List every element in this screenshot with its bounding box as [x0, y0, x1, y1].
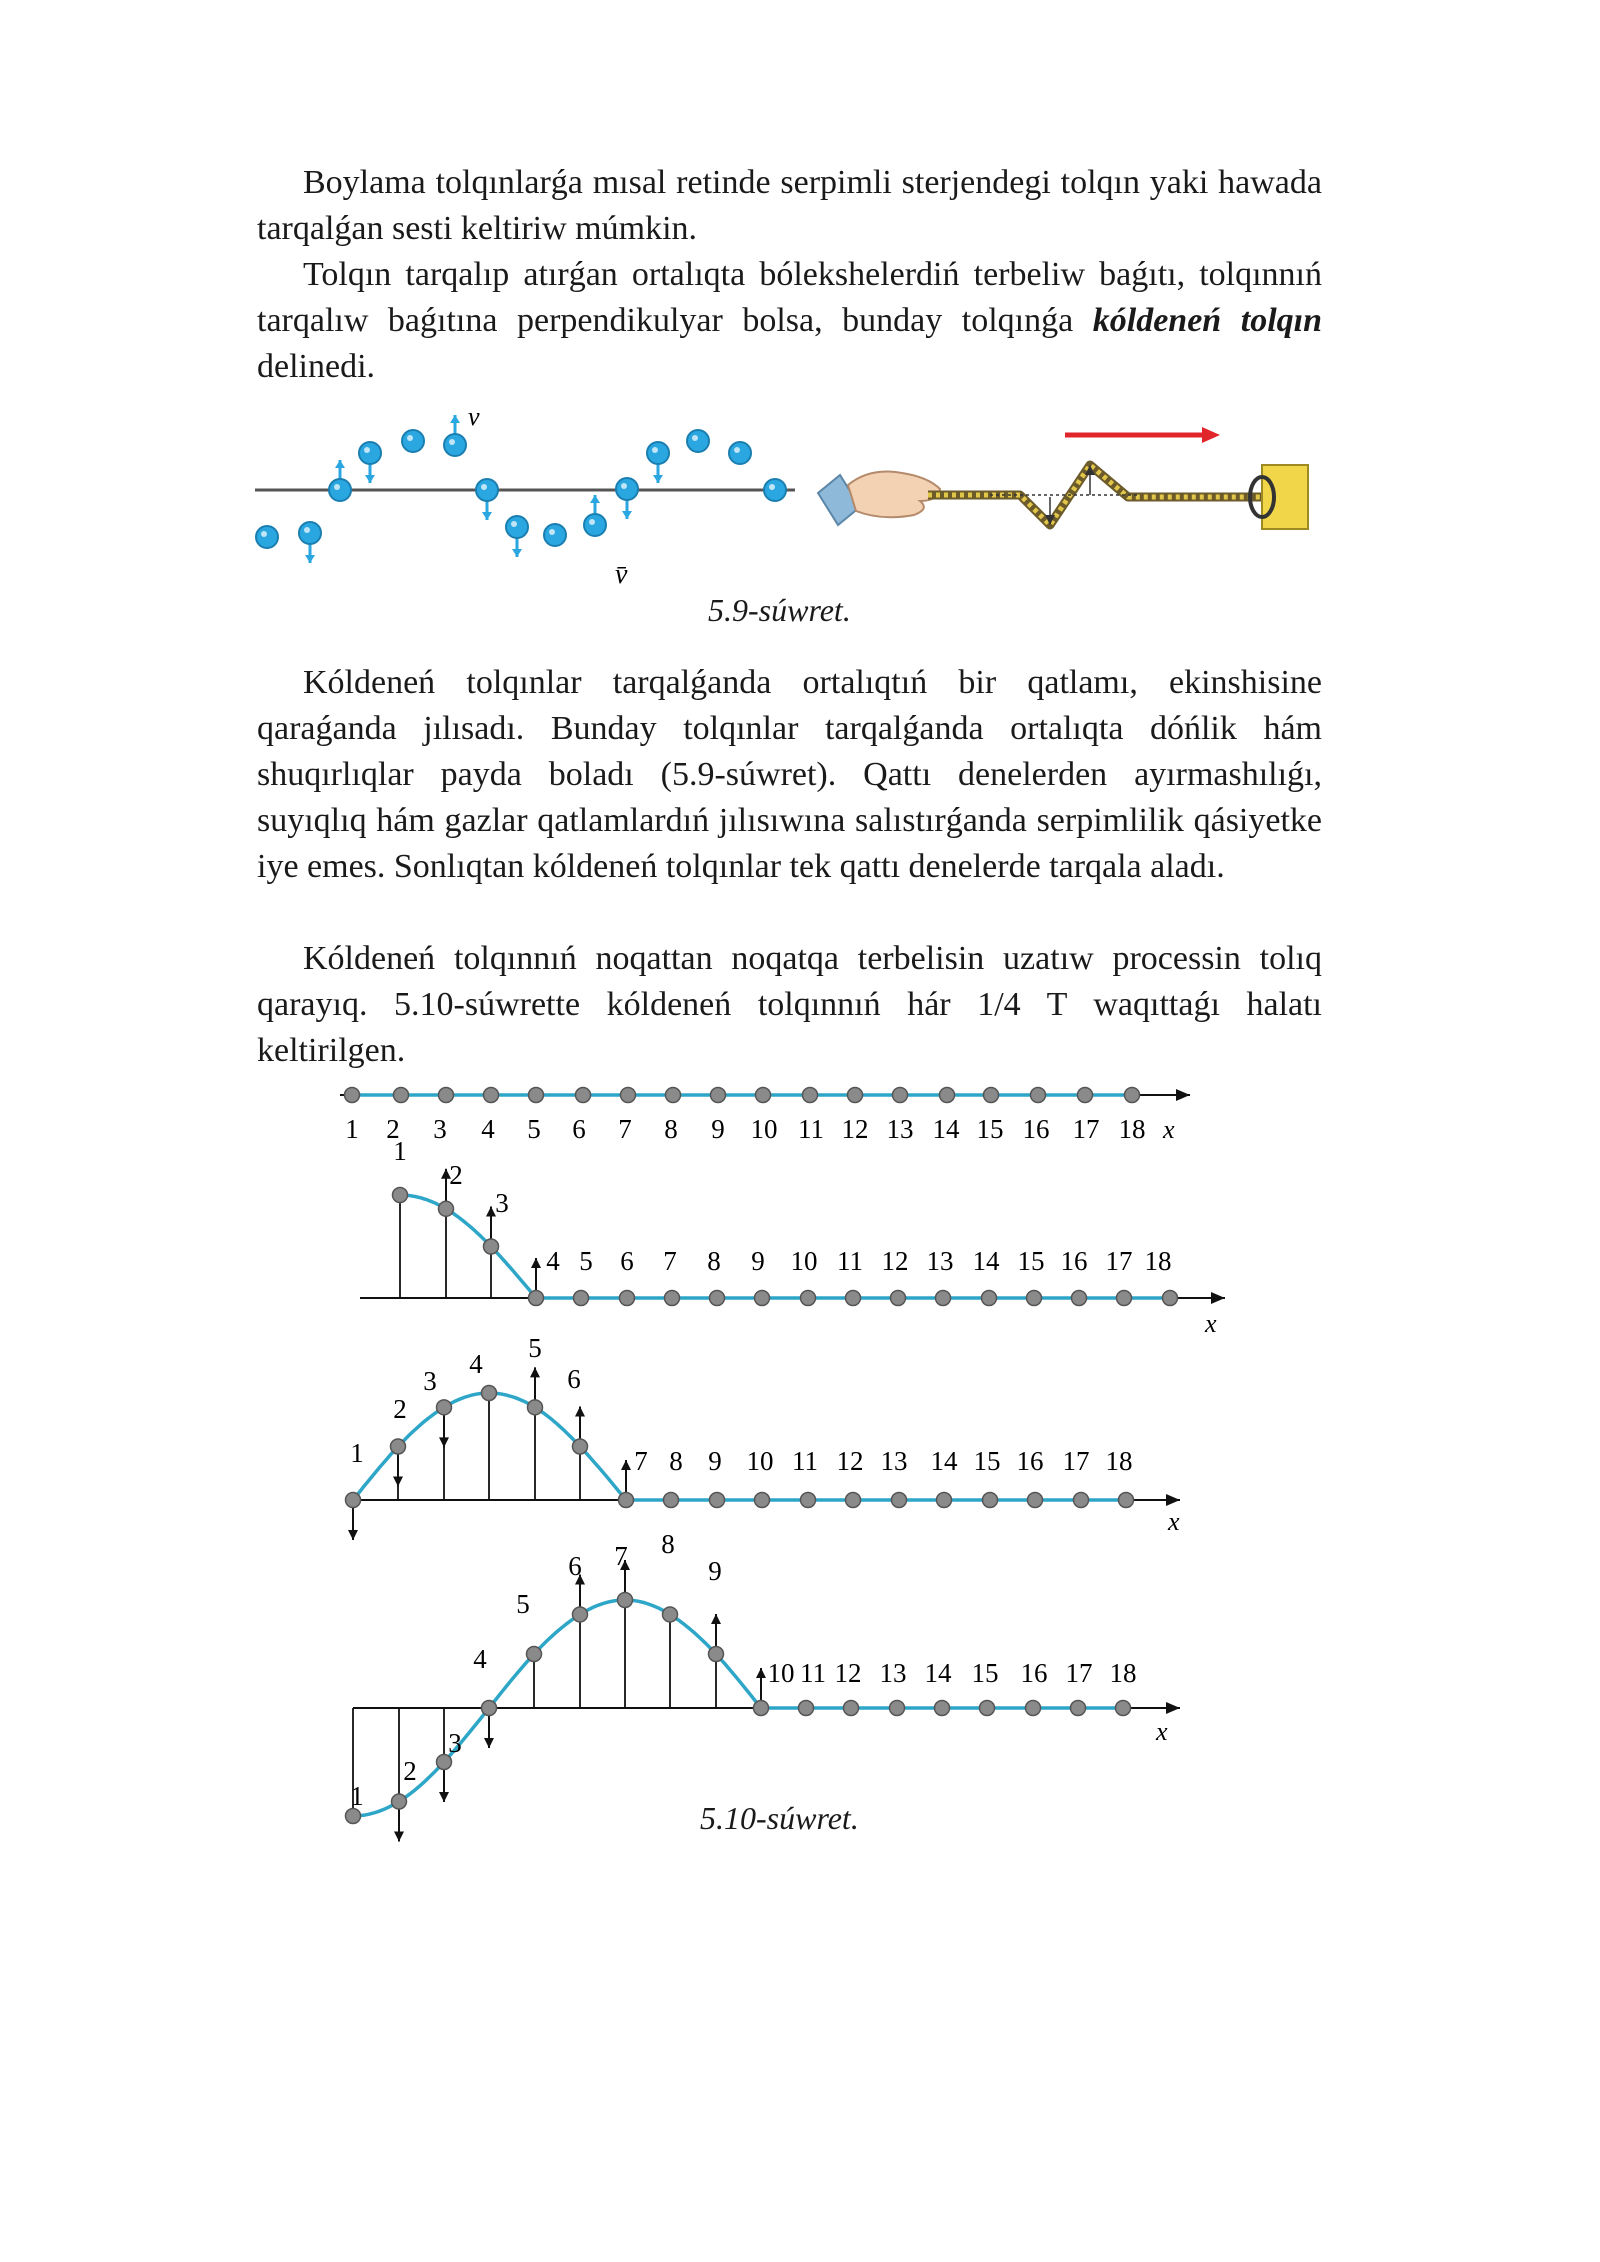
point-label: 17: [1065, 1658, 1093, 1688]
particle-highlight: [481, 484, 487, 490]
wave-point: [1078, 1088, 1093, 1103]
wave-point: [1116, 1701, 1131, 1716]
particle-highlight: [621, 483, 627, 489]
velocity-arrow-head: [711, 1614, 721, 1624]
point-label: 13: [880, 1446, 908, 1476]
point-label: 1: [350, 1438, 364, 1468]
particle-velocity-arrow-head: [512, 549, 522, 557]
point-label: 6: [568, 1551, 582, 1581]
particle: [299, 522, 321, 544]
particle-highlight: [364, 447, 370, 453]
wave-point: [1027, 1291, 1042, 1306]
point-label: 7: [618, 1114, 632, 1144]
velocity-arrow-head: [621, 1460, 631, 1470]
point-label: 18: [1144, 1246, 1172, 1276]
wave-point: [576, 1088, 591, 1103]
particle-velocity-arrow-head: [622, 511, 632, 519]
wave-point: [980, 1701, 995, 1716]
velocity-arrow-head: [439, 1792, 449, 1802]
figure-5-9-particles: [255, 402, 815, 605]
particle: [687, 430, 709, 452]
point-label: 10: [746, 1446, 774, 1476]
wave-point: [756, 1088, 771, 1103]
particle: [764, 479, 786, 501]
figure-5-10: [0, 1070, 1600, 1870]
wave-point: [529, 1088, 544, 1103]
paragraph-transverse-definition: Tolqın tarqalıp atırǵan ortalıqta bólekshelerdiń terbeliw baǵıtı, tolqınnıń tarqalıw baǵıtına perpendikulyar bolsa, bunday tolqınǵa kóldeneń tolqın delinedi.: [257, 256, 1323, 385]
point-label: 2: [403, 1756, 417, 1786]
point-label: 14: [932, 1114, 960, 1144]
point-label: 9: [708, 1446, 722, 1476]
x-axis-label: x: [1168, 1507, 1180, 1536]
velocity-arrow-head: [439, 1437, 449, 1447]
velocity-arrow-head: [484, 1738, 494, 1748]
particle: [729, 442, 751, 464]
wave-point: [1163, 1291, 1178, 1306]
paragraph-transverse-properties: Kóldeneń tolqınlar tarqalǵanda ortalıqtıń bir qatlamı, ekinshisine qaraǵanda jılısadı. Bunday tolqınlar tarqalǵanda ortalıqta dóńlik hám shuqırlıqlar payda boladı (5.9-súwret). Qattı denelerden ayırmashılıǵı, suyıqlıq hám gazlar qatlamlardıń jılısıwına salıstırǵanda serpimlilik qásiyetke iye emes. Sonlıqtan kóldeneń tolqınlar tek qattı denelerde tarqala aladı.: [257, 664, 1322, 885]
point-label: 17: [1072, 1114, 1100, 1144]
point-label: 4: [546, 1246, 560, 1276]
point-label: 15: [973, 1446, 1001, 1476]
particle: [444, 434, 466, 456]
point-label: 11: [800, 1658, 826, 1688]
particle-velocity-arrow-head: [335, 460, 345, 468]
wave-point: [1125, 1088, 1140, 1103]
particle: [402, 430, 424, 452]
wave-point: [755, 1493, 770, 1508]
wave-point: [1071, 1701, 1086, 1716]
particle-velocity-arrow-head: [305, 555, 315, 563]
point-label: 15: [976, 1114, 1004, 1144]
wave-point: [848, 1088, 863, 1103]
point-label: 14: [924, 1658, 952, 1688]
point-label: 10: [790, 1246, 818, 1276]
point-label: 4: [481, 1114, 495, 1144]
point-label: 2: [386, 1114, 400, 1144]
particle: [544, 524, 566, 546]
velocity-arrow-head: [348, 1530, 358, 1540]
wave-point: [801, 1291, 816, 1306]
wave-point: [392, 1794, 407, 1809]
wave-point: [1074, 1493, 1089, 1508]
particle: [584, 514, 606, 536]
snapshot-t-three-quarter: [346, 1529, 1181, 1842]
wave-point: [528, 1400, 543, 1415]
point-label: 16: [1060, 1246, 1088, 1276]
wave-point: [346, 1493, 361, 1508]
wave-point: [984, 1088, 999, 1103]
x-axis-head: [1166, 1702, 1180, 1714]
point-label: 2: [449, 1160, 463, 1190]
point-label: 15: [1017, 1246, 1045, 1276]
wave-point: [1026, 1701, 1041, 1716]
velocity-arrow-head: [530, 1367, 540, 1377]
particle-highlight: [769, 484, 775, 490]
post: [1262, 465, 1308, 529]
caption-figure-5-9: 5.9-súwret.: [708, 592, 851, 628]
wave-point: [709, 1647, 724, 1662]
velocity-arrow-head: [394, 1832, 404, 1842]
wave-point: [1072, 1291, 1087, 1306]
point-label: 3: [423, 1366, 437, 1396]
wave-point: [665, 1291, 680, 1306]
x-axis-head: [1211, 1292, 1225, 1304]
velocity-arrow-head: [575, 1407, 585, 1417]
point-label: 9: [711, 1114, 725, 1144]
point-label: 11: [837, 1246, 863, 1276]
x-axis-label: x: [1163, 1115, 1175, 1144]
wave-point: [394, 1088, 409, 1103]
point-label: 8: [661, 1529, 675, 1559]
wave-point: [799, 1701, 814, 1716]
hand: [848, 472, 940, 518]
particle-velocity-arrow-head: [450, 415, 460, 423]
point-label: 7: [614, 1541, 628, 1571]
wave-point: [664, 1493, 679, 1508]
particle-velocity-arrow-head: [653, 475, 663, 483]
point-label: 13: [926, 1246, 954, 1276]
point-label: 5: [527, 1114, 541, 1144]
wave-point: [663, 1607, 678, 1622]
point-label: 18: [1105, 1446, 1133, 1476]
wave-point: [801, 1493, 816, 1508]
velocity-arrow-head: [756, 1668, 766, 1678]
point-label: 12: [841, 1114, 869, 1144]
particle-highlight: [511, 521, 517, 527]
wave-point: [574, 1291, 589, 1306]
figure-5-9-rope: [810, 425, 1330, 575]
x-axis-head: [1176, 1089, 1190, 1101]
point-label: 17: [1105, 1246, 1133, 1276]
particle: [506, 516, 528, 538]
wave-point: [618, 1593, 633, 1608]
wave-point: [1117, 1291, 1132, 1306]
particle-highlight: [652, 447, 658, 453]
point-label: 12: [881, 1246, 909, 1276]
particle: [616, 478, 638, 500]
wave-point: [846, 1291, 861, 1306]
particle: [359, 442, 381, 464]
point-label: 8: [664, 1114, 678, 1144]
particle-velocity-arrow-head: [482, 512, 492, 520]
wave-point: [846, 1493, 861, 1508]
point-label: 12: [836, 1446, 864, 1476]
point-label: 12: [834, 1658, 862, 1688]
wave-point: [940, 1088, 955, 1103]
particle-velocity-arrow-head: [590, 495, 600, 503]
wave-point: [1028, 1493, 1043, 1508]
paragraph-longitudinal-example: Boylama tolqınlarǵa mısal retinde serpimli sterjendegi tolqın yaki hawada tarqalǵan sesti keltiriw múmkin.: [257, 164, 1322, 247]
wave-point: [983, 1493, 998, 1508]
point-label: 9: [751, 1246, 765, 1276]
wave-point: [666, 1088, 681, 1103]
point-label: 5: [528, 1333, 542, 1363]
point-label: 6: [620, 1246, 634, 1276]
particle-highlight: [261, 531, 267, 537]
x-axis-head: [1166, 1494, 1180, 1506]
point-label: 11: [798, 1114, 824, 1144]
wave-point: [391, 1439, 406, 1454]
velocity-arrow-head: [393, 1477, 403, 1487]
wave-point: [482, 1386, 497, 1401]
direction-arrow-head: [1202, 427, 1220, 443]
point-label: 13: [886, 1114, 914, 1144]
point-label: 1: [345, 1114, 359, 1144]
point-label: 5: [516, 1589, 530, 1619]
point-label: 6: [572, 1114, 586, 1144]
wave-curve: [353, 1393, 1126, 1500]
wave-point: [711, 1088, 726, 1103]
caption-figure-5-10: 5.10-súwret.: [700, 1800, 859, 1836]
wave-point: [844, 1701, 859, 1716]
point-label: 13: [879, 1658, 907, 1688]
point-label: 2: [393, 1394, 407, 1424]
particle: [647, 442, 669, 464]
wave-point: [890, 1701, 905, 1716]
wave-point: [935, 1701, 950, 1716]
wave-point: [891, 1291, 906, 1306]
wave-point: [621, 1088, 636, 1103]
point-label: 18: [1109, 1658, 1137, 1688]
wave-point: [937, 1493, 952, 1508]
x-axis-label: x: [1205, 1309, 1217, 1338]
point-label: 10: [767, 1658, 795, 1688]
paragraph-process-intro: Kóldeneń tolqınnıń noqattan noqatqa terbelisin uzatıw processin tolıq qarayıq. 5.10-súwrette kóldeneń tolqınnıń hár 1/4 T waqıttaǵı halatı keltirilgen.: [257, 940, 1322, 1069]
particle-highlight: [334, 484, 340, 490]
point-label: 14: [972, 1246, 1000, 1276]
point-label: 16: [1016, 1446, 1044, 1476]
wave-point: [710, 1493, 725, 1508]
point-label: 8: [707, 1246, 721, 1276]
particle-highlight: [549, 529, 555, 535]
particle: [329, 479, 351, 501]
wave-point: [484, 1088, 499, 1103]
wave-point: [619, 1493, 634, 1508]
wave-point: [620, 1291, 635, 1306]
point-label: 1: [393, 1136, 407, 1166]
point-label: 3: [448, 1728, 462, 1758]
wave-point: [482, 1701, 497, 1716]
point-label: 4: [469, 1349, 483, 1379]
wave-point: [393, 1188, 408, 1203]
wave-point: [982, 1291, 997, 1306]
wave-point: [893, 1088, 908, 1103]
point-label: 1: [350, 1781, 364, 1811]
wave-point: [345, 1088, 360, 1103]
point-label: 14: [930, 1446, 958, 1476]
snapshot-t-quarter: [360, 1136, 1225, 1338]
point-label: 6: [567, 1364, 581, 1394]
point-label: 9: [708, 1556, 722, 1586]
wave-point: [755, 1291, 770, 1306]
point-label: 11: [792, 1446, 818, 1476]
point-label: 7: [663, 1246, 677, 1276]
particle-highlight: [734, 447, 740, 453]
point-label: 3: [433, 1114, 447, 1144]
snapshot-t-half: [346, 1333, 1181, 1540]
point-label: 17: [1062, 1446, 1090, 1476]
wave-point: [573, 1439, 588, 1454]
point-label: 18: [1118, 1114, 1146, 1144]
point-label: 15: [971, 1658, 999, 1688]
point-label: 3: [495, 1188, 509, 1218]
term-transverse-wave: kóldeneń tolqın: [1092, 302, 1323, 339]
point-label: 7: [634, 1446, 648, 1476]
point-label: 5: [579, 1246, 593, 1276]
particle-velocity-arrow-head: [365, 475, 375, 483]
wave-point: [439, 1088, 454, 1103]
wave-point: [527, 1647, 542, 1662]
wave-point: [936, 1291, 951, 1306]
point-label: 4: [473, 1644, 487, 1674]
x-axis-label: x: [1156, 1717, 1168, 1746]
velocity-label-bottom: v̄: [615, 559, 628, 590]
particle-highlight: [692, 435, 698, 441]
point-label: 16: [1020, 1658, 1048, 1688]
particle: [256, 526, 278, 548]
snapshot-t0: [340, 1088, 1190, 1145]
wave-point: [803, 1088, 818, 1103]
wave-point: [437, 1400, 452, 1415]
point-label: 8: [669, 1446, 683, 1476]
wave-point: [1031, 1088, 1046, 1103]
velocity-label-top: v: [468, 402, 480, 431]
wave-point: [439, 1201, 454, 1216]
particle-highlight: [407, 435, 413, 441]
wave-point: [710, 1291, 725, 1306]
wave-point: [1119, 1493, 1134, 1508]
wave-curve: [400, 1195, 1170, 1298]
particle-highlight: [589, 519, 595, 525]
point-label: 10: [750, 1114, 778, 1144]
wave-point: [754, 1701, 769, 1716]
velocity-arrow-head: [531, 1258, 541, 1268]
particle-highlight: [449, 439, 455, 445]
wave-point: [892, 1493, 907, 1508]
particle-highlight: [304, 527, 310, 533]
point-label: 16: [1022, 1114, 1050, 1144]
wave-point: [573, 1607, 588, 1622]
wave-point: [529, 1291, 544, 1306]
wave-point: [484, 1239, 499, 1254]
particle: [476, 479, 498, 501]
